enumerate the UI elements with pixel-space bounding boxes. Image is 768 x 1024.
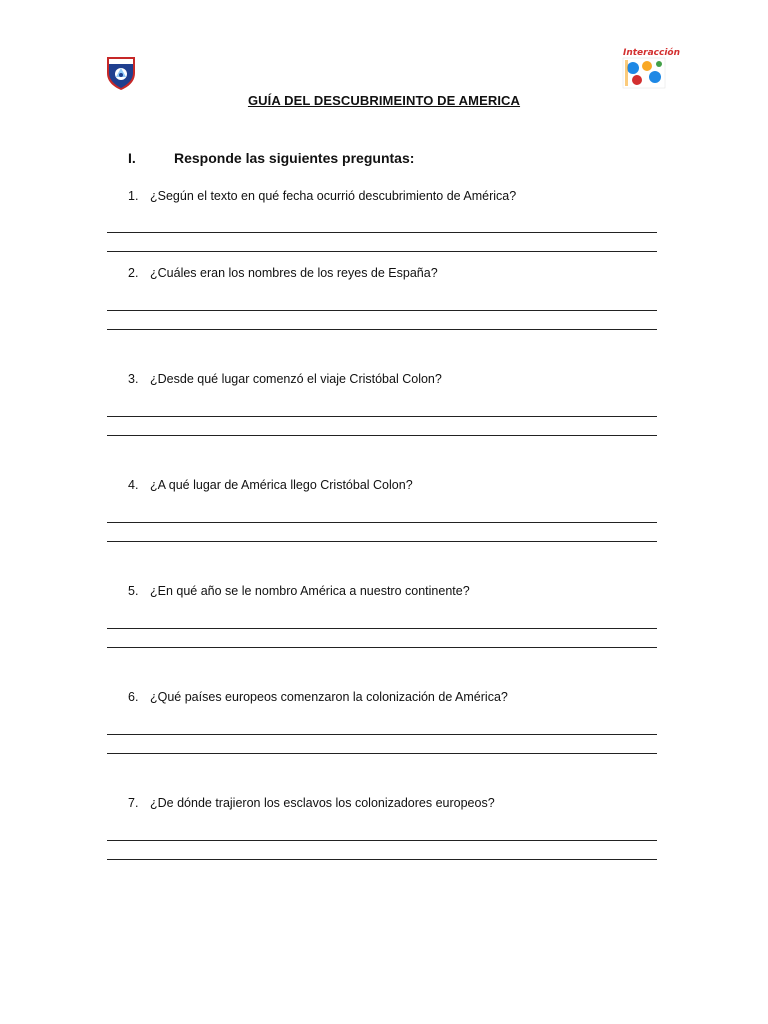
question-number: 4.	[128, 478, 139, 492]
answer-line[interactable]	[107, 628, 657, 629]
answer-line[interactable]	[107, 734, 657, 735]
question-6	[128, 690, 508, 704]
question-4	[128, 478, 413, 492]
answer-line[interactable]	[107, 435, 657, 436]
section-numeral: I.	[128, 150, 136, 166]
question-5	[128, 584, 470, 598]
question-number: 7.	[128, 796, 139, 810]
question-number: 5.	[128, 584, 139, 598]
section-heading-text: Responde las siguientes preguntas:	[174, 150, 415, 166]
question-7	[128, 796, 495, 810]
question-3	[128, 372, 442, 386]
question-text: ¿Cuáles eran los nombres de los reyes de España?	[150, 266, 438, 280]
answer-line[interactable]	[107, 251, 657, 252]
answer-line[interactable]	[107, 310, 657, 311]
section-heading	[128, 150, 414, 166]
answer-line[interactable]	[107, 647, 657, 648]
answer-line[interactable]	[107, 859, 657, 860]
answer-line[interactable]	[107, 753, 657, 754]
question-number: 2.	[128, 266, 139, 280]
question-2	[128, 266, 438, 280]
question-text: ¿Según el texto en qué fecha ocurrió descubrimiento de América?	[150, 189, 517, 203]
document-title: GUÍA DEL DESCUBRIMEINTO DE AMERICA	[247, 93, 521, 108]
question-1	[128, 189, 516, 203]
answer-line[interactable]	[107, 840, 657, 841]
answer-line[interactable]	[107, 232, 657, 233]
answer-line[interactable]	[107, 541, 657, 542]
answer-line[interactable]	[107, 416, 657, 417]
interaccion-logo-icon	[619, 46, 681, 90]
answer-line[interactable]	[107, 329, 657, 330]
school-shield-icon	[104, 53, 138, 91]
question-number: 3.	[128, 372, 139, 386]
answer-line[interactable]	[107, 522, 657, 523]
question-text: ¿A qué lugar de América llego Cristóbal Colon?	[150, 478, 413, 492]
question-number: 6.	[128, 690, 139, 704]
question-text: ¿De dónde trajieron los esclavos los colonizadores europeos?	[150, 796, 495, 810]
question-text: ¿Qué países europeos comenzaron la colonización de América?	[150, 690, 508, 704]
question-number: 1.	[128, 189, 139, 203]
question-text: ¿Desde qué lugar comenzó el viaje Cristóbal Colon?	[150, 372, 442, 386]
svg-text:Interacción: Interacción	[623, 48, 681, 58]
question-text: ¿En qué año se le nombro América a nuestro continente?	[150, 584, 470, 598]
